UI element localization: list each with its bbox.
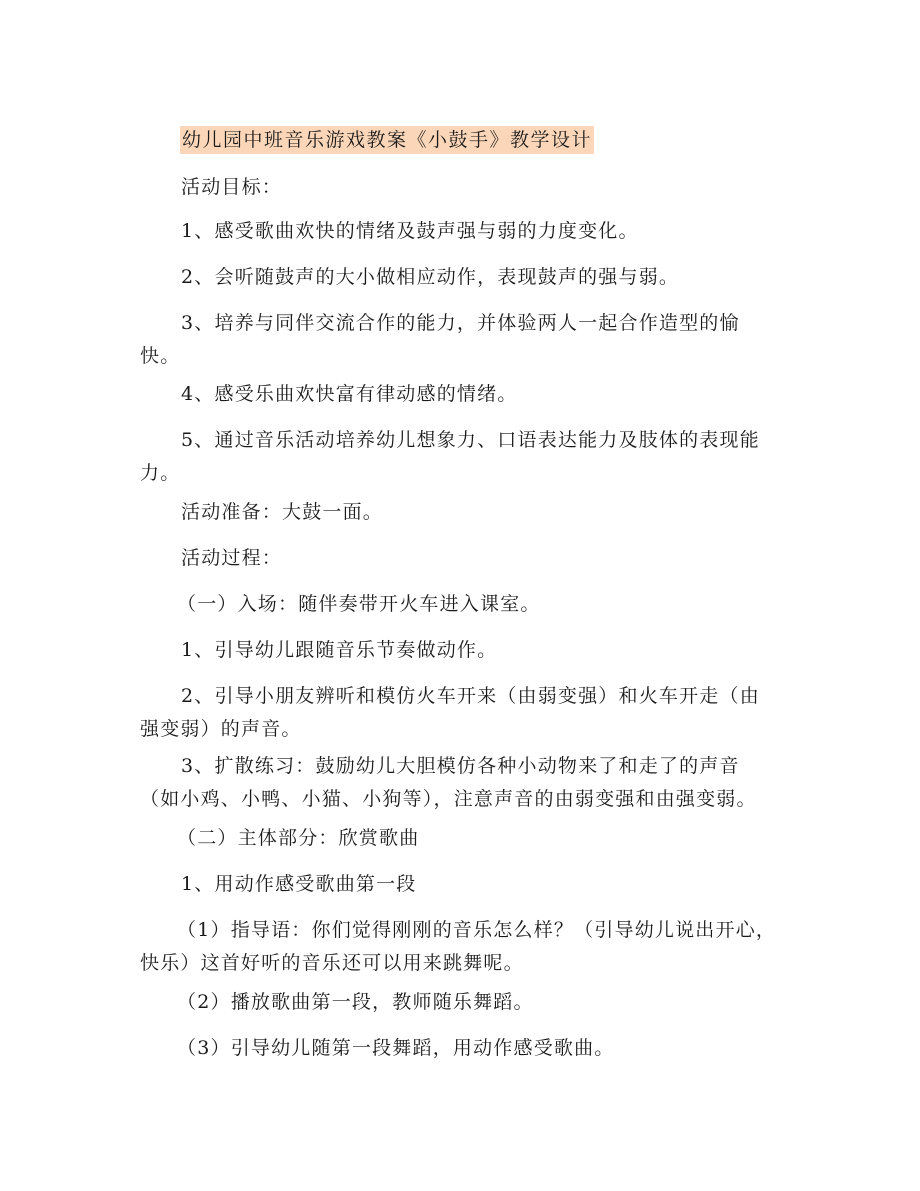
paragraph-section-2: （二）主体部分：欣赏歌曲 [177,827,420,849]
paragraph-step-1: 1、引导幼儿跟随音乐节奏做动作。 [181,639,498,661]
paragraph-goal-4: 4、感受乐曲欢快富有律动感的情绪。 [181,383,518,405]
paragraph-step-3: 3、扩散练习：鼓励幼儿大胆模仿各种小动物来了和走了的声音（如小鸡、小鸭、小猫、小狗等），注意声音的由弱变强和由强变弱。 [140,755,757,810]
paragraph-part-1-item-2: （2）播放歌曲第一段，教师随乐舞蹈。 [177,991,534,1013]
paragraph-goal-2: 2、会听随鼓声的大小做相应动作，表现鼓声的强与弱。 [181,266,680,288]
paragraph-part-1-item-1: （1）指导语：你们觉得刚刚的音乐怎么样？（引导幼儿说出开心，快乐）这首好听的音乐还可以用来跳舞呢。 [140,919,777,974]
paragraph-process-heading: 活动过程： [181,547,283,569]
paragraph-goal-3: 3、培养与同伴交流合作的能力，并体验两人一起合作造型的愉快。 [140,312,740,367]
paragraph-part-1-item-3: （3）引导幼儿随第一段舞蹈，用动作感受歌曲。 [177,1037,615,1059]
paragraph-section-1: （一）入场：随伴奏带开火车进入课室。 [177,593,541,615]
document-title: 幼儿园中班音乐游戏教案《小鼓手》教学设计 [180,126,594,154]
paragraph-part-1: 1、用动作感受歌曲第一段 [181,873,417,895]
paragraph-step-2: 2、引导小朋友辨听和模仿火车开来（由弱变强）和火车开走（由强变弱）的声音。 [140,685,760,740]
paragraph-goal-5: 5、通过音乐活动培养幼儿想象力、口语表达能力及肢体的表现能力。 [140,429,760,484]
paragraph-preparation: 活动准备：大鼓一面。 [181,501,384,523]
paragraph-goals-heading: 活动目标： [181,176,283,198]
paragraph-goal-1: 1、感受歌曲欢快的情绪及鼓声强与弱的力度变化。 [181,220,639,242]
